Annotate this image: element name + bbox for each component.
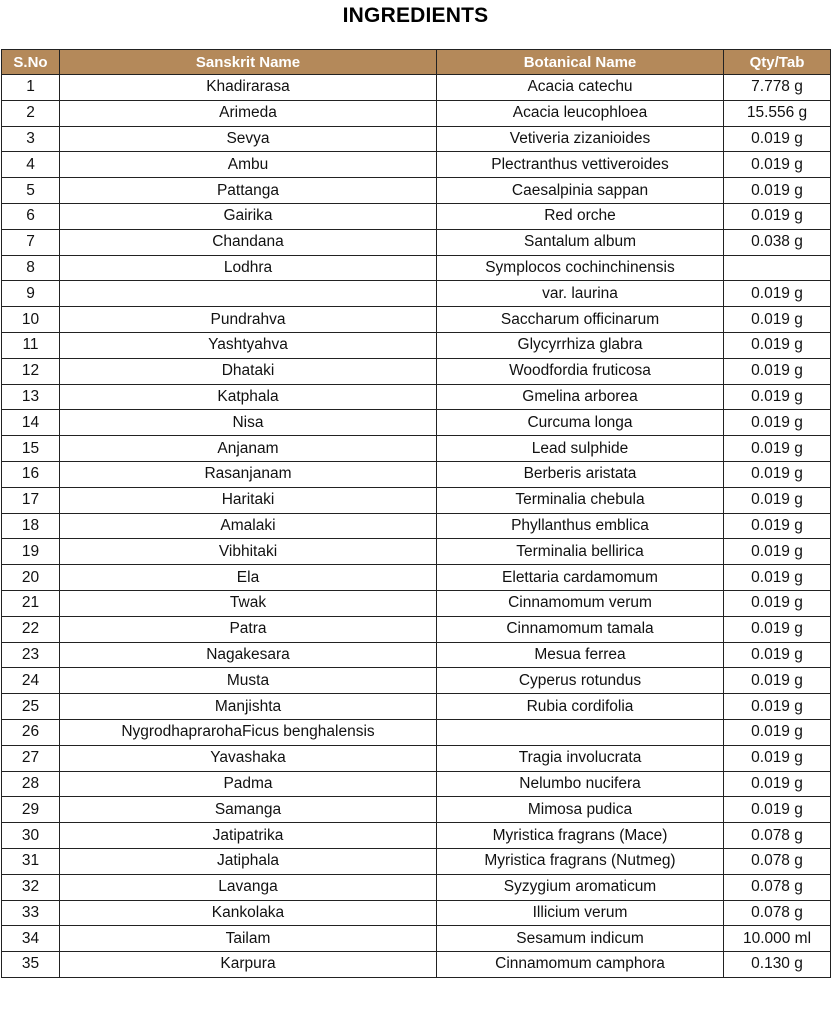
cell-botanical-name: Sesamum indicum [437, 926, 724, 952]
cell-qty: 0.019 g [724, 126, 831, 152]
cell-qty: 15.556 g [724, 100, 831, 126]
cell-sanskrit-name: Ambu [60, 152, 437, 178]
cell-sno: 26 [2, 719, 60, 745]
table-row [2, 616, 831, 642]
cell-sno: 15 [2, 436, 60, 462]
cell-qty: 0.019 g [724, 358, 831, 384]
table-row [2, 487, 831, 513]
cell-qty: 0.019 g [724, 203, 831, 229]
cell-sno: 1 [2, 75, 60, 101]
cell-botanical-name: Mimosa pudica [437, 797, 724, 823]
header-sno: S.No [2, 50, 60, 75]
cell-qty: 0.019 g [724, 745, 831, 771]
cell-botanical-name: Elettaria cardamomum [437, 565, 724, 591]
cell-botanical-name: Santalum album [437, 229, 724, 255]
cell-sanskrit-name: Khadirarasa [60, 75, 437, 101]
table-row [2, 694, 831, 720]
cell-sno: 17 [2, 487, 60, 513]
cell-qty: 0.078 g [724, 874, 831, 900]
table-row [2, 848, 831, 874]
cell-qty: 0.078 g [724, 900, 831, 926]
table-header-row [2, 50, 831, 75]
cell-botanical-name: Cyperus rotundus [437, 668, 724, 694]
cell-sno: 13 [2, 384, 60, 410]
table-row [2, 152, 831, 178]
cell-sanskrit-name [60, 281, 437, 307]
table-row [2, 332, 831, 358]
cell-qty: 0.130 g [724, 952, 831, 978]
cell-sno: 5 [2, 178, 60, 204]
cell-botanical-name: Rubia cordifolia [437, 694, 724, 720]
cell-botanical-name: Curcuma longa [437, 410, 724, 436]
cell-sno: 7 [2, 229, 60, 255]
table-row [2, 668, 831, 694]
cell-sanskrit-name: Karpura [60, 952, 437, 978]
cell-sanskrit-name: Vibhitaki [60, 539, 437, 565]
table-row [2, 255, 831, 281]
cell-botanical-name: Terminalia bellirica [437, 539, 724, 565]
table-row [2, 642, 831, 668]
header-sanskrit-name: Sanskrit Name [60, 50, 437, 75]
cell-sanskrit-name: Nisa [60, 410, 437, 436]
cell-sno: 14 [2, 410, 60, 436]
cell-botanical-name: Myristica fragrans (Mace) [437, 823, 724, 849]
cell-botanical-name: Caesalpinia sappan [437, 178, 724, 204]
table-row [2, 874, 831, 900]
cell-qty: 0.019 g [724, 410, 831, 436]
table-row [2, 771, 831, 797]
cell-sno: 9 [2, 281, 60, 307]
cell-botanical-name: Mesua ferrea [437, 642, 724, 668]
cell-sno: 23 [2, 642, 60, 668]
cell-sno: 34 [2, 926, 60, 952]
cell-qty: 0.019 g [724, 307, 831, 333]
cell-botanical-name: Cinnamomum verum [437, 590, 724, 616]
cell-sno: 8 [2, 255, 60, 281]
cell-sanskrit-name: Katphala [60, 384, 437, 410]
cell-sno: 18 [2, 513, 60, 539]
table-row [2, 745, 831, 771]
table-row [2, 410, 831, 436]
cell-botanical-name: Saccharum officinarum [437, 307, 724, 333]
cell-botanical-name: Myristica fragrans (Nutmeg) [437, 848, 724, 874]
cell-sno: 30 [2, 823, 60, 849]
table-row [2, 952, 831, 978]
cell-sanskrit-name: Yavashaka [60, 745, 437, 771]
table-row [2, 100, 831, 126]
cell-sanskrit-name: Amalaki [60, 513, 437, 539]
cell-botanical-name: Illicium verum [437, 900, 724, 926]
cell-sanskrit-name: Dhataki [60, 358, 437, 384]
cell-botanical-name: Phyllanthus emblica [437, 513, 724, 539]
cell-sno: 29 [2, 797, 60, 823]
cell-botanical-name: Berberis aristata [437, 461, 724, 487]
cell-botanical-name: Plectranthus vettiveroides [437, 152, 724, 178]
cell-sanskrit-name: Manjishta [60, 694, 437, 720]
cell-botanical-name: Red orche [437, 203, 724, 229]
table-row [2, 565, 831, 591]
table-row [2, 384, 831, 410]
cell-sno: 20 [2, 565, 60, 591]
table-row [2, 900, 831, 926]
cell-sanskrit-name: Gairika [60, 203, 437, 229]
cell-qty: 7.778 g [724, 75, 831, 101]
table-row [2, 926, 831, 952]
table-row [2, 823, 831, 849]
cell-sanskrit-name: Tailam [60, 926, 437, 952]
cell-sno: 21 [2, 590, 60, 616]
cell-botanical-name: Gmelina arborea [437, 384, 724, 410]
cell-botanical-name: Cinnamomum tamala [437, 616, 724, 642]
cell-qty: 0.078 g [724, 823, 831, 849]
cell-qty: 0.019 g [724, 461, 831, 487]
header-qty-tab: Qty/Tab [724, 50, 831, 75]
cell-sanskrit-name: Padma [60, 771, 437, 797]
cell-qty: 0.019 g [724, 281, 831, 307]
cell-botanical-name: Lead sulphide [437, 436, 724, 462]
table-row [2, 590, 831, 616]
cell-sanskrit-name: Twak [60, 590, 437, 616]
cell-botanical-name: Symplocos cochinchinensis [437, 255, 724, 281]
cell-qty: 0.019 g [724, 565, 831, 591]
cell-qty: 10.000 ml [724, 926, 831, 952]
cell-sno: 11 [2, 332, 60, 358]
cell-sanskrit-name: Haritaki [60, 487, 437, 513]
table-row [2, 719, 831, 745]
cell-sanskrit-name: Anjanam [60, 436, 437, 462]
cell-qty: 0.078 g [724, 848, 831, 874]
cell-sno: 3 [2, 126, 60, 152]
table-row [2, 461, 831, 487]
cell-sanskrit-name: Chandana [60, 229, 437, 255]
cell-sno: 6 [2, 203, 60, 229]
cell-sanskrit-name: Yashtyahva [60, 332, 437, 358]
table-row [2, 436, 831, 462]
cell-qty: 0.019 g [724, 694, 831, 720]
table-row [2, 797, 831, 823]
page-title: INGREDIENTS [342, 4, 489, 27]
cell-botanical-name: Cinnamomum camphora [437, 952, 724, 978]
cell-qty: 0.019 g [724, 436, 831, 462]
cell-qty: 0.019 g [724, 590, 831, 616]
cell-sno: 28 [2, 771, 60, 797]
ingredients-table [1, 49, 831, 978]
cell-botanical-name: Terminalia chebula [437, 487, 724, 513]
table-row [2, 229, 831, 255]
cell-botanical-name: Acacia catechu [437, 75, 724, 101]
cell-sanskrit-name: NygrodhaprarohaFicus benghalensis [60, 719, 437, 745]
cell-sno: 24 [2, 668, 60, 694]
cell-sanskrit-name: Jatipatrika [60, 823, 437, 849]
table-row [2, 513, 831, 539]
cell-qty: 0.019 g [724, 539, 831, 565]
cell-qty: 0.019 g [724, 487, 831, 513]
cell-qty: 0.019 g [724, 642, 831, 668]
cell-sanskrit-name: Arimeda [60, 100, 437, 126]
cell-sanskrit-name: Pattanga [60, 178, 437, 204]
cell-botanical-name: Vetiveria zizanioides [437, 126, 724, 152]
cell-qty: 0.019 g [724, 668, 831, 694]
cell-sno: 35 [2, 952, 60, 978]
cell-sanskrit-name: Samanga [60, 797, 437, 823]
cell-qty: 0.019 g [724, 152, 831, 178]
cell-sanskrit-name: Musta [60, 668, 437, 694]
table-row [2, 281, 831, 307]
cell-botanical-name: Glycyrrhiza glabra [437, 332, 724, 358]
cell-sanskrit-name: Rasanjanam [60, 461, 437, 487]
cell-sanskrit-name: Jatiphala [60, 848, 437, 874]
cell-qty: 0.019 g [724, 771, 831, 797]
cell-sanskrit-name: Sevya [60, 126, 437, 152]
cell-sno: 33 [2, 900, 60, 926]
cell-sanskrit-name: Pundrahva [60, 307, 437, 333]
table-row [2, 203, 831, 229]
cell-qty: 0.019 g [724, 719, 831, 745]
cell-botanical-name: var. laurina [437, 281, 724, 307]
cell-sanskrit-name: Lodhra [60, 255, 437, 281]
cell-botanical-name: Tragia involucrata [437, 745, 724, 771]
cell-sno: 22 [2, 616, 60, 642]
cell-sno: 31 [2, 848, 60, 874]
cell-sanskrit-name: Lavanga [60, 874, 437, 900]
cell-sno: 16 [2, 461, 60, 487]
cell-qty: 0.019 g [724, 513, 831, 539]
header-botanical-name: Botanical Name [437, 50, 724, 75]
table-row [2, 126, 831, 152]
table-row [2, 539, 831, 565]
cell-qty [724, 255, 831, 281]
table-row [2, 75, 831, 101]
cell-botanical-name [437, 719, 724, 745]
cell-sno: 12 [2, 358, 60, 384]
cell-sanskrit-name: Nagakesara [60, 642, 437, 668]
cell-sno: 25 [2, 694, 60, 720]
cell-botanical-name: Acacia leucophloea [437, 100, 724, 126]
cell-sno: 4 [2, 152, 60, 178]
cell-sanskrit-name: Ela [60, 565, 437, 591]
cell-sno: 19 [2, 539, 60, 565]
cell-botanical-name: Nelumbo nucifera [437, 771, 724, 797]
cell-qty: 0.019 g [724, 616, 831, 642]
cell-sanskrit-name: Patra [60, 616, 437, 642]
cell-botanical-name: Woodfordia fruticosa [437, 358, 724, 384]
cell-sanskrit-name: Kankolaka [60, 900, 437, 926]
cell-sno: 2 [2, 100, 60, 126]
cell-qty: 0.019 g [724, 797, 831, 823]
cell-qty: 0.019 g [724, 332, 831, 358]
cell-qty: 0.019 g [724, 384, 831, 410]
cell-sno: 10 [2, 307, 60, 333]
table-row [2, 178, 831, 204]
cell-qty: 0.038 g [724, 229, 831, 255]
table-row [2, 307, 831, 333]
table-row [2, 358, 831, 384]
cell-sno: 32 [2, 874, 60, 900]
cell-qty: 0.019 g [724, 178, 831, 204]
cell-botanical-name: Syzygium aromaticum [437, 874, 724, 900]
cell-sno: 27 [2, 745, 60, 771]
